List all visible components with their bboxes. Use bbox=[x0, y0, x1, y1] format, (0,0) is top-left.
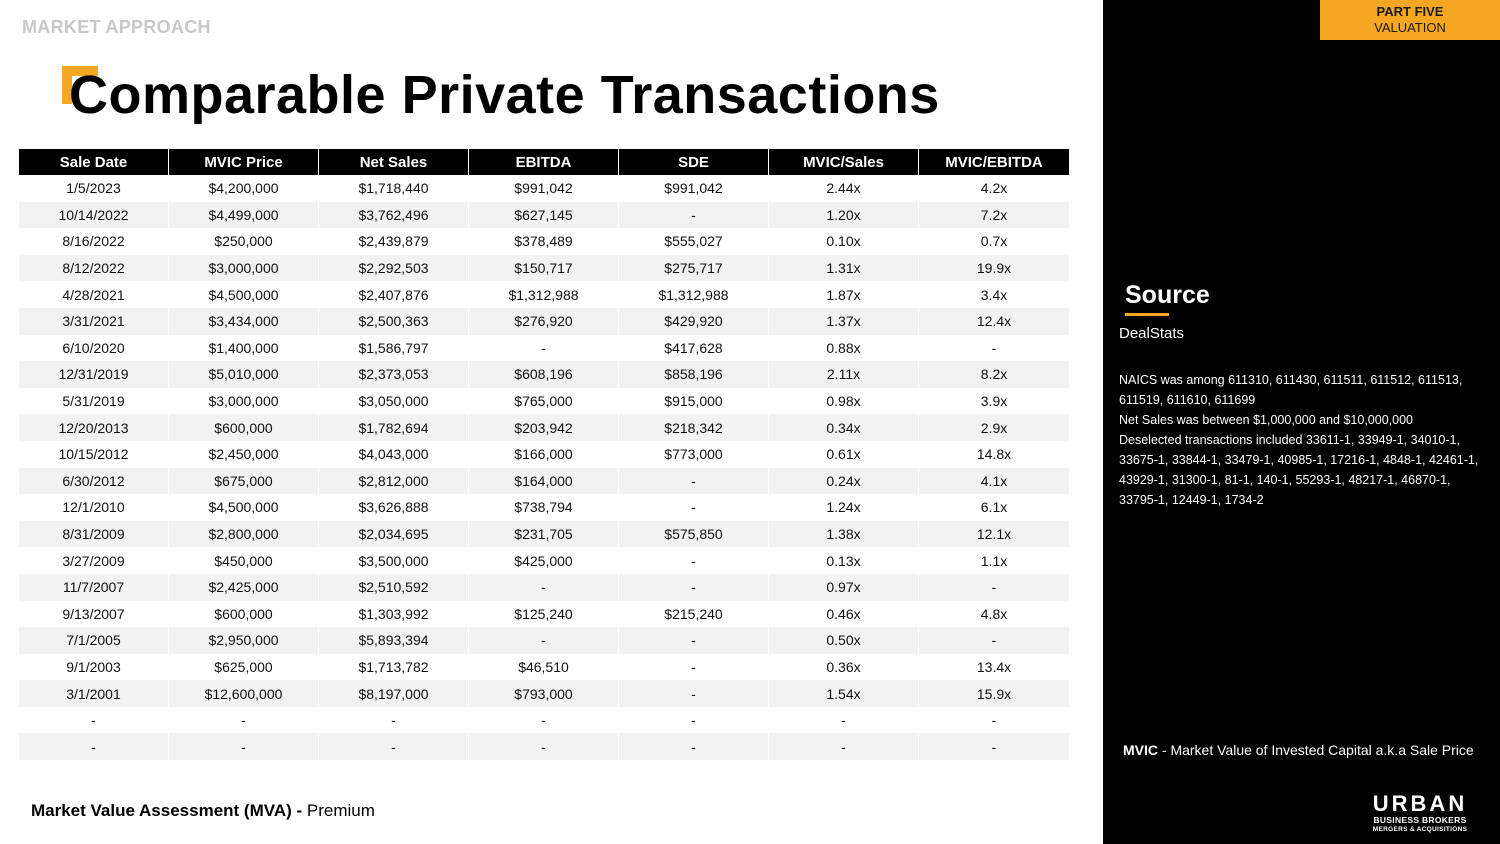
table-body bbox=[19, 175, 1069, 760]
table-cell: $12,600,000 bbox=[169, 680, 319, 707]
table-cell: - bbox=[619, 468, 769, 495]
table-row bbox=[19, 335, 1069, 362]
table-cell: $991,042 bbox=[619, 175, 769, 202]
table-cell: 5/31/2019 bbox=[19, 388, 169, 415]
table-row bbox=[19, 441, 1069, 468]
table-cell: $3,000,000 bbox=[169, 388, 319, 415]
table-row bbox=[19, 627, 1069, 654]
table-cell: $218,342 bbox=[619, 414, 769, 441]
table-cell: 3.4x bbox=[980, 286, 1008, 303]
table-cell: - bbox=[169, 733, 319, 760]
table-cell: 0.46x bbox=[769, 601, 919, 628]
table-cell: 3/27/2009 bbox=[19, 547, 169, 574]
table-cell: $8,197,000 bbox=[319, 680, 469, 707]
table-cell: 2.11x bbox=[769, 361, 919, 388]
logo-wordmark: URBAN bbox=[1372, 791, 1468, 816]
table-cell: - bbox=[619, 547, 769, 574]
table-row bbox=[19, 414, 1069, 441]
table-cell: $250,000 bbox=[169, 228, 319, 255]
table-cell: $2,510,592 bbox=[319, 574, 469, 601]
table-cell: 4.8x bbox=[980, 605, 1008, 622]
table-cell: $215,240 bbox=[619, 601, 769, 628]
table-row bbox=[19, 733, 1069, 760]
table-cell: $1,312,988 bbox=[619, 281, 769, 308]
table-cell: $5,893,394 bbox=[319, 627, 469, 654]
table-cell: $417,628 bbox=[619, 335, 769, 362]
page-title: Comparable Private Transactions bbox=[69, 65, 940, 125]
table-cell: 0.36x bbox=[769, 654, 919, 681]
table-row bbox=[19, 547, 1069, 574]
table-cell: 1.38x bbox=[769, 521, 919, 548]
table-cell: $125,240 bbox=[469, 601, 619, 628]
footer-label bbox=[31, 801, 375, 821]
table-cell: $2,034,695 bbox=[319, 521, 469, 548]
transactions-table bbox=[19, 149, 1069, 760]
mvic-term: MVIC bbox=[1123, 742, 1158, 758]
table-cell: $600,000 bbox=[169, 414, 319, 441]
table-cell: 0.10x bbox=[769, 228, 919, 255]
table-cell: - bbox=[619, 627, 769, 654]
table-cell: $1,713,782 bbox=[319, 654, 469, 681]
table-cell: $3,050,000 bbox=[319, 388, 469, 415]
table-cell: 1/5/2023 bbox=[19, 175, 169, 202]
table-cell: - bbox=[19, 707, 169, 734]
table-cell: - bbox=[469, 574, 619, 601]
table-cell: $625,000 bbox=[169, 654, 319, 681]
table-row bbox=[19, 175, 1069, 202]
table-cell: $166,000 bbox=[469, 441, 619, 468]
table-cell: - bbox=[19, 733, 169, 760]
table-cell: 6/30/2012 bbox=[19, 468, 169, 495]
table-row bbox=[19, 494, 1069, 521]
table-cell: $555,027 bbox=[619, 228, 769, 255]
table-cell: $773,000 bbox=[619, 441, 769, 468]
table-cell: $4,500,000 bbox=[169, 281, 319, 308]
table-cell: $2,373,053 bbox=[319, 361, 469, 388]
mvic-definition bbox=[1123, 742, 1474, 758]
table-cell: - bbox=[469, 733, 619, 760]
table-row bbox=[19, 308, 1069, 335]
table-row bbox=[19, 255, 1069, 282]
footer-bold: Market Value Assessment (MVA) - bbox=[31, 801, 303, 820]
table-cell: $915,000 bbox=[619, 388, 769, 415]
table-cell: 1.37x bbox=[769, 308, 919, 335]
table-cell: $4,500,000 bbox=[169, 494, 319, 521]
table-cell: 0.24x bbox=[769, 468, 919, 495]
table-cell: 0.98x bbox=[769, 388, 919, 415]
table-cell: - bbox=[919, 627, 1070, 654]
section-label: MARKET APPROACH bbox=[22, 17, 211, 37]
table-cell: - bbox=[991, 712, 997, 729]
table-cell: 6.1x bbox=[980, 499, 1008, 516]
column-header-ebitda: EBITDA bbox=[469, 149, 619, 175]
table-cell: - bbox=[469, 707, 619, 734]
table-cell: $2,500,363 bbox=[319, 308, 469, 335]
table-row bbox=[19, 601, 1069, 628]
table-cell: $1,718,440 bbox=[319, 175, 469, 202]
table-cell: - bbox=[469, 335, 619, 362]
table-cell: $575,850 bbox=[619, 521, 769, 548]
table-cell: $4,200,000 bbox=[169, 175, 319, 202]
table-cell: 7/1/2005 bbox=[19, 627, 169, 654]
table-cell: $2,950,000 bbox=[169, 627, 319, 654]
table-cell: 12.4x bbox=[919, 308, 1070, 335]
table-cell: $1,303,992 bbox=[319, 601, 469, 628]
table-row bbox=[19, 468, 1069, 495]
table-cell: $738,794 bbox=[469, 494, 619, 521]
table-cell: $1,782,694 bbox=[319, 414, 469, 441]
table-cell: 15.9x bbox=[919, 680, 1070, 707]
table-cell: 4/28/2021 bbox=[19, 281, 169, 308]
table-cell: $793,000 bbox=[469, 680, 619, 707]
table-cell: 12.1x bbox=[919, 521, 1070, 548]
table-cell: $675,000 bbox=[169, 468, 319, 495]
table-cell: $2,407,876 bbox=[319, 281, 469, 308]
table-row bbox=[19, 361, 1069, 388]
table-cell: 3/1/2001 bbox=[19, 680, 169, 707]
table-cell: $378,489 bbox=[469, 228, 619, 255]
table-cell: 3.9x bbox=[980, 393, 1008, 410]
table-cell: 4.2x bbox=[980, 180, 1008, 197]
table-cell: 8/12/2022 bbox=[19, 255, 169, 282]
table-cell: $2,450,000 bbox=[169, 441, 319, 468]
table-cell: - bbox=[769, 707, 919, 734]
table-cell: $231,705 bbox=[469, 521, 619, 548]
table-cell: $2,439,879 bbox=[319, 228, 469, 255]
table-cell: 12/31/2019 bbox=[19, 361, 169, 388]
table-cell: $627,145 bbox=[469, 202, 619, 229]
source-panel bbox=[1103, 0, 1500, 844]
table-row bbox=[19, 521, 1069, 548]
table-cell: $425,000 bbox=[469, 547, 619, 574]
table-cell: - bbox=[619, 202, 769, 229]
column-header-mvic-price: MVIC Price bbox=[169, 149, 319, 175]
table-cell: $46,510 bbox=[469, 654, 619, 681]
table-cell: 1.20x bbox=[769, 202, 919, 229]
table-cell: $203,942 bbox=[469, 414, 619, 441]
table-row bbox=[19, 574, 1069, 601]
table-cell: $991,042 bbox=[469, 175, 619, 202]
table-cell: $275,717 bbox=[619, 255, 769, 282]
table-row bbox=[19, 228, 1069, 255]
table-cell: - bbox=[769, 733, 919, 760]
table-row bbox=[19, 281, 1069, 308]
source-underline bbox=[1125, 313, 1169, 316]
table-cell: 2.9x bbox=[919, 414, 1070, 441]
footer-rest: Premium bbox=[302, 801, 375, 820]
table-cell: $2,425,000 bbox=[169, 574, 319, 601]
logo-line2: BUSINESS BROKERS bbox=[1373, 815, 1467, 825]
table-row bbox=[19, 202, 1069, 229]
table-row bbox=[19, 388, 1069, 415]
part-tab-line2: VALUATION bbox=[1374, 20, 1446, 35]
table-cell: $858,196 bbox=[619, 361, 769, 388]
table-cell: $3,500,000 bbox=[319, 547, 469, 574]
column-header-mvic-ebitda: MVIC/EBITDA bbox=[919, 149, 1070, 175]
source-notes bbox=[1119, 370, 1479, 510]
table-cell: 6/10/2020 bbox=[19, 335, 169, 362]
company-logo bbox=[1364, 793, 1476, 834]
table-cell: 9/1/2003 bbox=[19, 654, 169, 681]
table-cell: 0.13x bbox=[769, 547, 919, 574]
table-cell: $608,196 bbox=[469, 361, 619, 388]
table-cell: $150,717 bbox=[469, 255, 619, 282]
table-row bbox=[19, 654, 1069, 681]
table-cell: 12/1/2010 bbox=[19, 494, 169, 521]
table-cell: - bbox=[919, 733, 1070, 760]
table-cell: - bbox=[919, 574, 1070, 601]
table-cell: - bbox=[469, 627, 619, 654]
source-name: DealStats bbox=[1119, 325, 1185, 342]
source-note: Net Sales was between $1,000,000 and $10,000,000 bbox=[1119, 413, 1413, 427]
table-cell: 10/14/2022 bbox=[19, 202, 169, 229]
table-cell: 2.44x bbox=[769, 175, 919, 202]
table-cell: 14.8x bbox=[976, 446, 1012, 463]
table-cell: - bbox=[619, 680, 769, 707]
table-cell: 0.97x bbox=[769, 574, 919, 601]
table-cell: 7.2x bbox=[919, 202, 1070, 229]
table-cell: - bbox=[619, 574, 769, 601]
table-cell: $765,000 bbox=[469, 388, 619, 415]
table-cell: 12/20/2013 bbox=[19, 414, 169, 441]
table-cell: $2,800,000 bbox=[169, 521, 319, 548]
table-cell: $3,762,496 bbox=[319, 202, 469, 229]
source-note: Deselected transactions included 33611-1, 33949-1, 34010-1, 33675-1, 33844-1, 33479-1, 40985-1, 17216-1, 4848-1, 42461-1, 43929-1, 31300-1, 81-1, 140-1, 55293-1, 48217-1, 46870-1, 33795-1, 12449-1, 1734-2 bbox=[1119, 433, 1479, 507]
table-cell: - bbox=[619, 707, 769, 734]
table-cell: 1.1x bbox=[980, 552, 1008, 569]
table-cell: 0.61x bbox=[769, 441, 919, 468]
table-cell: 4.1x bbox=[919, 468, 1070, 495]
table-cell: $600,000 bbox=[169, 601, 319, 628]
table-row bbox=[19, 680, 1069, 707]
table-cell: 0.7x bbox=[980, 233, 1008, 250]
table-cell: $3,434,000 bbox=[169, 308, 319, 335]
table-cell: 1.24x bbox=[769, 494, 919, 521]
table-cell: $164,000 bbox=[469, 468, 619, 495]
table-cell: 11/7/2007 bbox=[19, 574, 169, 601]
table-cell: $1,312,988 bbox=[469, 281, 619, 308]
table-row bbox=[19, 707, 1069, 734]
table-cell: - bbox=[991, 339, 997, 356]
table-cell: 0.34x bbox=[769, 414, 919, 441]
table-cell: $3,626,888 bbox=[319, 494, 469, 521]
table-cell: 8.2x bbox=[919, 361, 1070, 388]
source-note: NAICS was among 611310, 611430, 611511, 611512, 611513, 611519, 611610, 611699 bbox=[1119, 373, 1463, 407]
table-cell: 0.88x bbox=[769, 335, 919, 362]
table-cell: 13.4x bbox=[976, 658, 1012, 675]
table-cell: - bbox=[319, 733, 469, 760]
table-cell: $429,920 bbox=[619, 308, 769, 335]
table-header-row bbox=[19, 149, 1069, 175]
table-cell: - bbox=[619, 494, 769, 521]
table-cell: 0.50x bbox=[769, 627, 919, 654]
table-cell: $1,400,000 bbox=[169, 335, 319, 362]
table-cell: - bbox=[619, 654, 769, 681]
table-cell: 10/15/2012 bbox=[19, 441, 169, 468]
table-cell: 9/13/2007 bbox=[19, 601, 169, 628]
part-tab-line1: PART FIVE bbox=[1376, 4, 1444, 19]
part-tab bbox=[1320, 0, 1500, 40]
table-cell: 3/31/2021 bbox=[19, 308, 169, 335]
column-header-sale-date: Sale Date bbox=[19, 149, 169, 175]
table-cell: $276,920 bbox=[469, 308, 619, 335]
table-cell: $5,010,000 bbox=[169, 361, 319, 388]
logo-line3: MERGERS & ACQUISITIONS bbox=[1372, 826, 1468, 833]
column-header-net-sales: Net Sales bbox=[319, 149, 469, 175]
table-cell: 1.87x bbox=[769, 281, 919, 308]
table-cell: 8/16/2022 bbox=[19, 228, 169, 255]
table-cell: - bbox=[169, 707, 319, 734]
table-cell: $2,292,503 bbox=[319, 255, 469, 282]
mvic-text: - Market Value of Invested Capital a.k.a Sale Price bbox=[1158, 742, 1474, 758]
column-header-mvic-sales: MVIC/Sales bbox=[769, 149, 919, 175]
table-cell: - bbox=[319, 707, 469, 734]
table-cell: - bbox=[619, 733, 769, 760]
table-cell: $2,812,000 bbox=[319, 468, 469, 495]
table-cell: $450,000 bbox=[169, 547, 319, 574]
table-cell: 19.9x bbox=[919, 255, 1070, 282]
table-cell: 8/31/2009 bbox=[19, 521, 169, 548]
table-cell: $4,043,000 bbox=[319, 441, 469, 468]
table-cell: $4,499,000 bbox=[169, 202, 319, 229]
table-cell: 1.31x bbox=[769, 255, 919, 282]
table-cell: 1.54x bbox=[769, 680, 919, 707]
source-title: Source bbox=[1125, 281, 1210, 309]
table-cell: $3,000,000 bbox=[169, 255, 319, 282]
column-header-sde: SDE bbox=[619, 149, 769, 175]
table-cell: $1,586,797 bbox=[319, 335, 469, 362]
